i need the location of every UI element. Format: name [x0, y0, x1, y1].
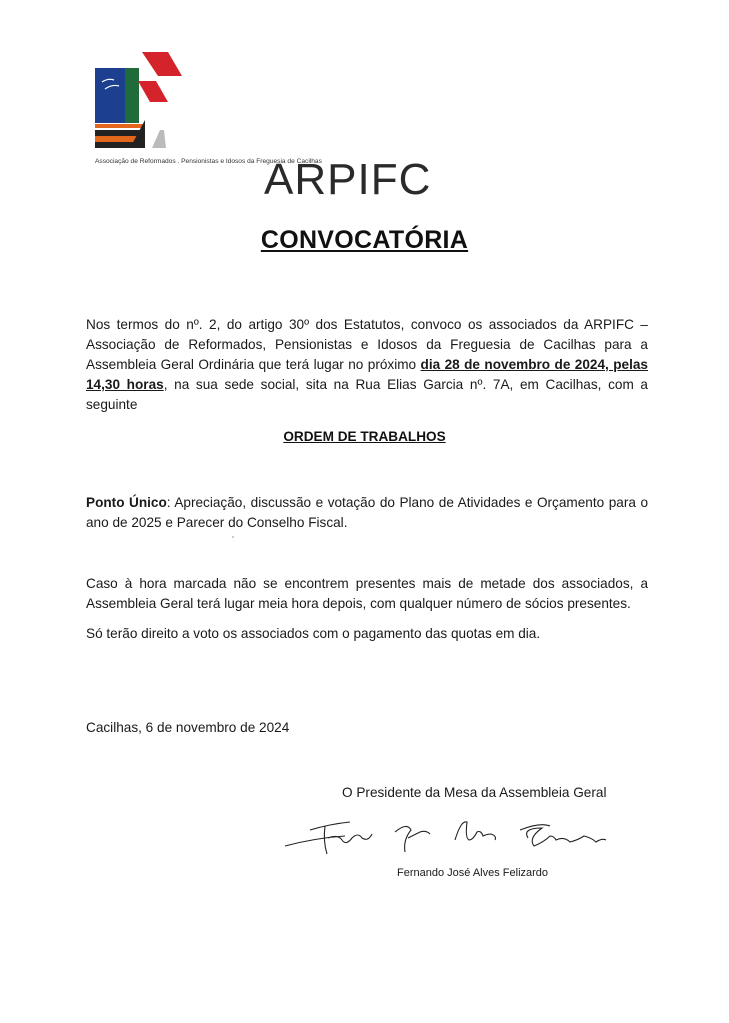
handwritten-signature-icon: [280, 808, 680, 858]
signatory-role: O Presidente da Mesa da Assembleia Geral: [342, 785, 607, 800]
logo-acronym: ARPIFC: [264, 155, 432, 204]
scan-speck: [232, 536, 234, 538]
signatory-name: Fernando José Alves Felizardo: [397, 867, 549, 879]
voting-note: Só terão direito a voto os associados com o pagamento das quotas em dia.: [86, 626, 541, 641]
intro-text-1: Nos termos do nº. 2, do artigo 30º dos Estatutos, convoco os associados da ARPIFC – Associação de Reformados, Pensionistas e Idosos da Freguesia de Cacilhas para a Assembleia Geral Ordinária que terá lugar no próximo: [86, 317, 648, 372]
logo-subtitle: Associação de Reformados . Pensionistas e Idosos da Freguesia de Cacilhas: [95, 158, 322, 165]
intro-paragraph: [86, 315, 648, 415]
document-title: CONVOCATÓRIA: [260, 226, 469, 254]
arpifc-logo: [92, 48, 432, 204]
agenda-item-text: : Apreciação, discussão e votação do Plano de Atividades e Orçamento para o ano de 2025 e Parecer do Conselho Fiscal.: [86, 495, 649, 530]
place-date: Cacilhas, 6 de novembro de 2024: [86, 720, 290, 735]
agenda-item: [86, 493, 648, 533]
agenda-item-label: Ponto Único: [86, 495, 167, 510]
logo-emblem-icon: [92, 48, 352, 170]
meeting-date-highlight: dia 28 de novembro de 2024, pelas 14,30 horas: [86, 357, 648, 392]
intro-text-2: , na sua sede social, sita na Rua Elias Garcia nº. 7A, em Cacilhas, com a seguinte: [86, 377, 648, 412]
quorum-note: Caso à hora marcada não se encontrem presentes mais de metade dos associados, a Assembleia Geral terá lugar meia hora depois, com qualquer número de sócios presentes.: [86, 576, 648, 611]
agenda-heading: ORDEM DE TRABALHOS: [283, 429, 446, 444]
